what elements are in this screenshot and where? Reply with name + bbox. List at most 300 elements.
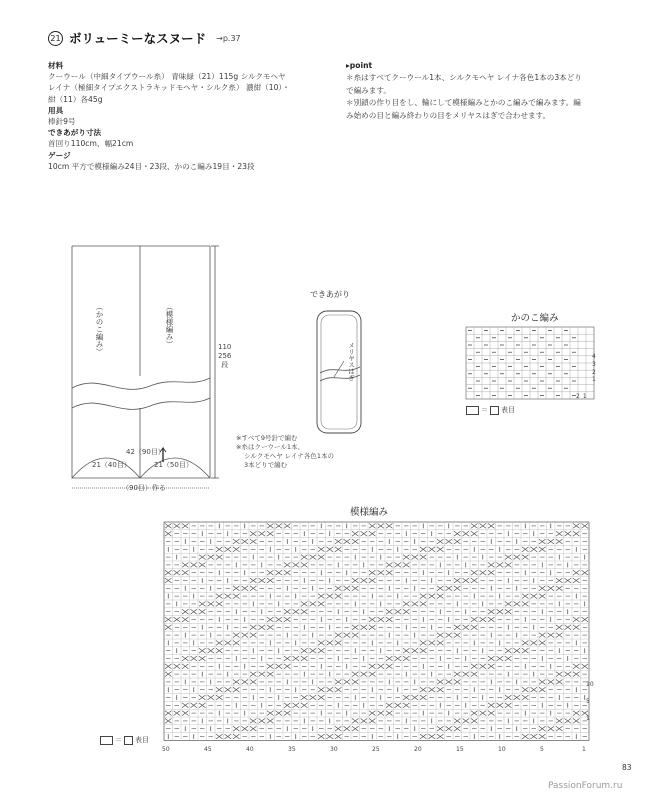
cable-symbol [182, 570, 189, 575]
cable-symbol [420, 648, 427, 653]
cable-symbol [539, 547, 546, 552]
cable-symbol [522, 641, 529, 646]
cable-symbol [420, 547, 427, 552]
cable-symbol [233, 547, 240, 552]
cable-symbol [395, 563, 402, 568]
cable-symbol [488, 711, 495, 716]
gauge-heading: ゲージ [48, 150, 71, 160]
cable-symbol [267, 531, 274, 536]
cable-symbol [208, 602, 215, 607]
cable-symbol [233, 594, 240, 599]
cable-symbol [497, 703, 504, 708]
cable-symbol [182, 563, 189, 568]
cable-symbol [267, 711, 274, 716]
cable-symbol [242, 539, 249, 544]
cable-symbol [369, 531, 376, 536]
cable-symbol [514, 648, 521, 653]
cable-symbol [548, 586, 555, 591]
cable-symbol [420, 734, 427, 739]
cable-symbol [165, 719, 172, 724]
moyou-title: 模様編み [350, 507, 389, 518]
cable-symbol [318, 602, 325, 607]
cable-symbol [182, 703, 189, 708]
cable-symbol [369, 578, 376, 583]
cable-symbol [267, 672, 274, 677]
moyou-col-number: 30 [330, 746, 338, 753]
cable-symbol [284, 656, 291, 661]
cable-symbol [250, 680, 257, 685]
cable-symbol [437, 539, 444, 544]
finished-title: できあがり [310, 290, 350, 299]
cable-symbol [531, 547, 538, 552]
cable-symbol [446, 726, 453, 731]
cable-symbol [259, 625, 266, 630]
cable-symbol [199, 609, 206, 614]
moyou-col-number: 15 [456, 746, 464, 753]
point-line: み始めの目と編み終わりの目をメリヤスはぎで合わせます。 [346, 110, 551, 120]
cable-symbol [463, 578, 470, 583]
cable-symbol [216, 602, 223, 607]
cable-symbol [437, 594, 444, 599]
cable-symbol [293, 563, 300, 568]
cable-symbol [352, 531, 359, 536]
cable-symbol [250, 586, 257, 591]
cable-symbol [573, 672, 580, 677]
cable-symbol [301, 563, 308, 568]
cable-symbol [318, 734, 325, 739]
cable-symbol [437, 547, 444, 552]
size-heading: できあがり寸法 [48, 128, 102, 138]
cable-symbol [522, 602, 529, 607]
cable-symbol [497, 656, 504, 661]
cable-symbol [284, 664, 291, 669]
cable-symbol [191, 656, 198, 661]
width-right: 21（50目） [154, 461, 193, 469]
cable-symbol [403, 563, 410, 568]
cable-symbol [250, 578, 257, 583]
cable-symbol [454, 586, 461, 591]
cable-symbol [454, 633, 461, 638]
cable-symbol [412, 648, 419, 653]
cable-symbol [165, 664, 172, 669]
cable-symbol [378, 570, 385, 575]
cable-symbol [191, 609, 198, 614]
cable-symbol [556, 633, 563, 638]
cable-symbol [488, 524, 495, 529]
cable-symbol [548, 539, 555, 544]
cable-symbol [165, 524, 172, 529]
cable-symbol [548, 633, 555, 638]
moyou-col-number: 35 [288, 746, 296, 753]
cable-symbol [352, 633, 359, 638]
cable-symbol [310, 602, 317, 607]
cable-symbol [454, 578, 461, 583]
kanoko-row-number: 2 [592, 368, 596, 376]
cable-symbol [284, 617, 291, 622]
cable-symbol [539, 586, 546, 591]
cable-symbol [361, 578, 368, 583]
cable-symbol [437, 586, 444, 591]
cable-symbol [327, 547, 334, 552]
cable-symbol [539, 726, 546, 731]
cable-symbol [250, 625, 257, 630]
cable-symbol [310, 648, 317, 653]
legend-purl-box [490, 406, 499, 415]
cable-symbol [182, 617, 189, 622]
cable-symbol [327, 641, 334, 646]
height-unit: 段 [221, 361, 229, 369]
cable-symbol [386, 656, 393, 661]
cable-symbol [480, 570, 487, 575]
cable-symbol [191, 563, 198, 568]
height-cm: 110 [218, 343, 232, 351]
cable-symbol [463, 672, 470, 677]
cable-symbol [301, 648, 308, 653]
cable-symbol [293, 703, 300, 708]
cable-symbol [403, 656, 410, 661]
cable-symbol [556, 586, 563, 591]
cable-symbol [505, 656, 512, 661]
moyou-legend: ＝ 表目 [100, 735, 149, 745]
cable-symbol [361, 719, 368, 724]
cable-symbol [225, 734, 232, 739]
pattern-number: 21 [48, 31, 63, 46]
moyou-region-label: （模様編み） [165, 303, 174, 348]
cable-symbol [556, 680, 563, 685]
cable-symbol [573, 531, 580, 536]
cable-symbol [378, 617, 385, 622]
cable-symbol [250, 719, 257, 724]
cable-symbol [293, 656, 300, 661]
cable-symbol [573, 570, 580, 575]
cable-symbol [412, 602, 419, 607]
cable-symbol [233, 539, 240, 544]
cable-symbol [352, 719, 359, 724]
cable-symbol [344, 539, 351, 544]
cable-symbol [352, 726, 359, 731]
page-reference: →p.37 [216, 33, 241, 43]
kanoko-region-label: （かのこ編み） [95, 303, 104, 356]
cable-symbol [259, 578, 266, 583]
cable-symbol [429, 734, 436, 739]
cable-symbol [505, 555, 512, 560]
cable-symbol [480, 711, 487, 716]
cable-symbol [267, 524, 274, 529]
cable-symbol [216, 555, 223, 560]
page-title: ボリューミーなスヌード [69, 31, 207, 46]
cable-symbol [284, 703, 291, 708]
cable-symbol [539, 594, 546, 599]
cable-symbol [259, 672, 266, 677]
cable-symbol [276, 570, 283, 575]
cable-symbol [284, 570, 291, 575]
width-total: 42（90目） [126, 448, 165, 456]
cable-symbol [344, 680, 351, 685]
cable-symbol [505, 563, 512, 568]
cable-symbol [420, 555, 427, 560]
cable-symbol [454, 531, 461, 536]
cable-symbol [199, 555, 206, 560]
cable-symbol [225, 594, 232, 599]
cable-symbol [565, 625, 572, 630]
cable-symbol [225, 641, 232, 646]
cable-symbol [318, 547, 325, 552]
cable-symbol [403, 609, 410, 614]
cable-symbol [301, 555, 308, 560]
cable-symbol [250, 531, 257, 536]
width-left: 21（40目） [92, 461, 131, 469]
cable-symbol [259, 531, 266, 536]
cable-symbol [267, 625, 274, 630]
cable-symbol [403, 695, 410, 700]
cable-symbol [531, 734, 538, 739]
cable-symbol [225, 547, 232, 552]
cable-symbol [454, 680, 461, 685]
cable-symbol [318, 648, 325, 653]
kanoko-col-number: 1 [582, 393, 587, 400]
cable-symbol [284, 524, 291, 529]
cable-symbol [165, 617, 172, 622]
seam-label: メリヤスはぎ [347, 342, 355, 381]
cable-symbol [548, 726, 555, 731]
cable-symbol [497, 563, 504, 568]
cable-symbol [327, 687, 334, 692]
cable-symbol [165, 625, 172, 630]
cable-symbol [429, 594, 436, 599]
cable-symbol [216, 641, 223, 646]
cable-symbol [182, 609, 189, 614]
cable-symbol [395, 656, 402, 661]
cable-symbol [514, 602, 521, 607]
cable-symbol [437, 726, 444, 731]
cable-symbol [386, 664, 393, 669]
kanoko-row-number: 4 [592, 353, 596, 360]
cable-symbol [267, 570, 274, 575]
cable-symbol [395, 703, 402, 708]
cable-symbol [522, 695, 529, 700]
cable-symbol [174, 617, 181, 622]
cable-symbol [369, 664, 376, 669]
cable-symbol [199, 602, 206, 607]
instructions-left [48, 60, 328, 172]
note-line: シルクモヘヤ レイナ各色1本の [244, 452, 334, 460]
cable-symbol [318, 695, 325, 700]
cable-symbol [242, 586, 249, 591]
cable-symbol [471, 524, 478, 529]
cable-symbol [531, 641, 538, 646]
cable-symbol [548, 680, 555, 685]
cable-symbol [488, 563, 495, 568]
cable-symbol [361, 531, 368, 536]
cable-symbol [344, 726, 351, 731]
height-rows: 256 [218, 352, 232, 360]
cable-symbol [369, 719, 376, 724]
cable-symbol [488, 664, 495, 669]
moyou-col-number: 45 [204, 746, 212, 753]
cable-symbol [565, 578, 572, 583]
cable-symbol [497, 609, 504, 614]
cable-symbol [208, 555, 215, 560]
cable-symbol [488, 656, 495, 661]
point-section [346, 60, 616, 122]
cable-symbol [216, 734, 223, 739]
cable-symbol [335, 633, 342, 638]
cable-symbol [199, 695, 206, 700]
cable-symbol [174, 570, 181, 575]
moyou-col-number: 20 [414, 746, 422, 753]
materials-line: クーウール（中細タイプウール糸） 青味緑（21）115g シルクモヘヤ [48, 72, 286, 82]
cable-symbol [250, 539, 257, 544]
cable-symbol [301, 656, 308, 661]
cable-symbol [471, 625, 478, 630]
moyou-col-number: 50 [162, 746, 170, 753]
kanoko-col-numbers [576, 393, 587, 400]
cable-symbol [488, 609, 495, 614]
cable-symbol [565, 672, 572, 677]
cable-symbol [471, 664, 478, 669]
cable-symbol [471, 719, 478, 724]
moyou-row-number: 10 [586, 681, 594, 688]
cable-symbol [216, 687, 223, 692]
moyou-legend-text: 表目 [135, 736, 149, 744]
cable-symbol [573, 711, 580, 716]
cable-symbol [301, 602, 308, 607]
cable-symbol [335, 687, 342, 692]
legend-empty-box [100, 736, 113, 745]
cable-symbol [446, 633, 453, 638]
cable-symbol [165, 672, 172, 677]
cable-symbol [522, 648, 529, 653]
cable-symbol [386, 609, 393, 614]
cable-symbol [446, 539, 453, 544]
cable-symbol [573, 578, 580, 583]
cable-symbol [165, 531, 172, 536]
gauge-text: 10cm 平方で模様編み24目・23段、かのこ編み19目・23段 [48, 161, 255, 171]
kanoko-col-number: 2 [576, 393, 580, 400]
cable-symbol [250, 726, 257, 731]
cable-symbol [437, 734, 444, 739]
cable-symbol [369, 570, 376, 575]
cable-symbol [437, 633, 444, 638]
cable-symbol [276, 711, 283, 716]
cable-symbol [369, 617, 376, 622]
cable-symbol [454, 719, 461, 724]
moyou-col-numbers [162, 746, 602, 755]
cable-symbol [454, 672, 461, 677]
legend-purl-box [124, 736, 133, 745]
materials-line: レイナ（極細タイプエクストラキッドモヘヤ・シルク糸） 濃紺（10）・ [48, 83, 290, 93]
cable-symbol [267, 719, 274, 724]
cable-symbol [403, 555, 410, 560]
cast-on-label: （90目）作る [122, 484, 166, 492]
cable-symbol [539, 687, 546, 692]
cable-symbol [378, 711, 385, 716]
page-header [48, 29, 241, 47]
cable-symbol [242, 633, 249, 638]
moyou-col-number: 25 [372, 746, 380, 753]
cable-symbol [454, 625, 461, 630]
cable-symbol [522, 734, 529, 739]
cable-symbol [318, 687, 325, 692]
cable-symbol [582, 664, 589, 669]
cable-symbol [539, 633, 546, 638]
cable-symbol [488, 617, 495, 622]
cable-symbol [199, 648, 206, 653]
cable-symbol [573, 664, 580, 669]
cable-symbol [454, 539, 461, 544]
cable-symbol [403, 648, 410, 653]
cable-symbol [378, 664, 385, 669]
cable-symbol [403, 703, 410, 708]
cable-symbol [327, 594, 334, 599]
cable-symbol [531, 594, 538, 599]
cable-symbol [335, 734, 342, 739]
cable-symbol [174, 664, 181, 669]
cable-symbol [386, 617, 393, 622]
cable-symbol [259, 719, 266, 724]
moyou-chart [162, 520, 602, 744]
cable-symbol [420, 602, 427, 607]
kanoko-row-numbers [592, 353, 596, 384]
cable-symbol [582, 570, 589, 575]
cable-symbol [242, 726, 249, 731]
moyou-col-number: 1 [582, 746, 586, 753]
cable-symbol [531, 687, 538, 692]
cable-symbol [437, 680, 444, 685]
page-number: 83 [622, 763, 632, 772]
moyou-col-number: 40 [246, 746, 254, 753]
cable-symbol [505, 602, 512, 607]
cable-symbol [250, 633, 257, 638]
cable-symbol [352, 672, 359, 677]
cable-symbol [573, 524, 580, 529]
cable-symbol [522, 547, 529, 552]
cable-symbol [446, 680, 453, 685]
cable-symbol [199, 703, 206, 708]
cable-symbol [582, 617, 589, 622]
cable-symbol [463, 719, 470, 724]
cable-symbol [233, 680, 240, 685]
cable-symbol [335, 586, 342, 591]
cable-symbol [437, 687, 444, 692]
cable-symbol [165, 578, 172, 583]
cable-symbol [352, 680, 359, 685]
cable-symbol [386, 711, 393, 716]
cable-symbol [182, 664, 189, 669]
cable-symbol [233, 641, 240, 646]
cable-symbol [318, 594, 325, 599]
cable-symbol [573, 625, 580, 630]
cable-symbol [573, 617, 580, 622]
cable-symbol [335, 547, 342, 552]
cable-symbol [369, 711, 376, 716]
cable-symbol [522, 555, 529, 560]
cable-symbol [412, 555, 419, 560]
moyou-col-number: 10 [498, 746, 506, 753]
cable-symbol [539, 641, 546, 646]
cable-symbol [344, 633, 351, 638]
moyou-row-number: 5 [586, 698, 590, 705]
cable-symbol [539, 734, 546, 739]
cable-symbol [386, 703, 393, 708]
kanoko-legend: ＝ 表目 [466, 405, 515, 415]
moyou-row-number: 1 [586, 715, 590, 722]
cable-symbol [582, 524, 589, 529]
cable-symbol [556, 672, 563, 677]
cable-symbol [310, 695, 317, 700]
cable-symbol [182, 711, 189, 716]
cable-symbol [233, 734, 240, 739]
